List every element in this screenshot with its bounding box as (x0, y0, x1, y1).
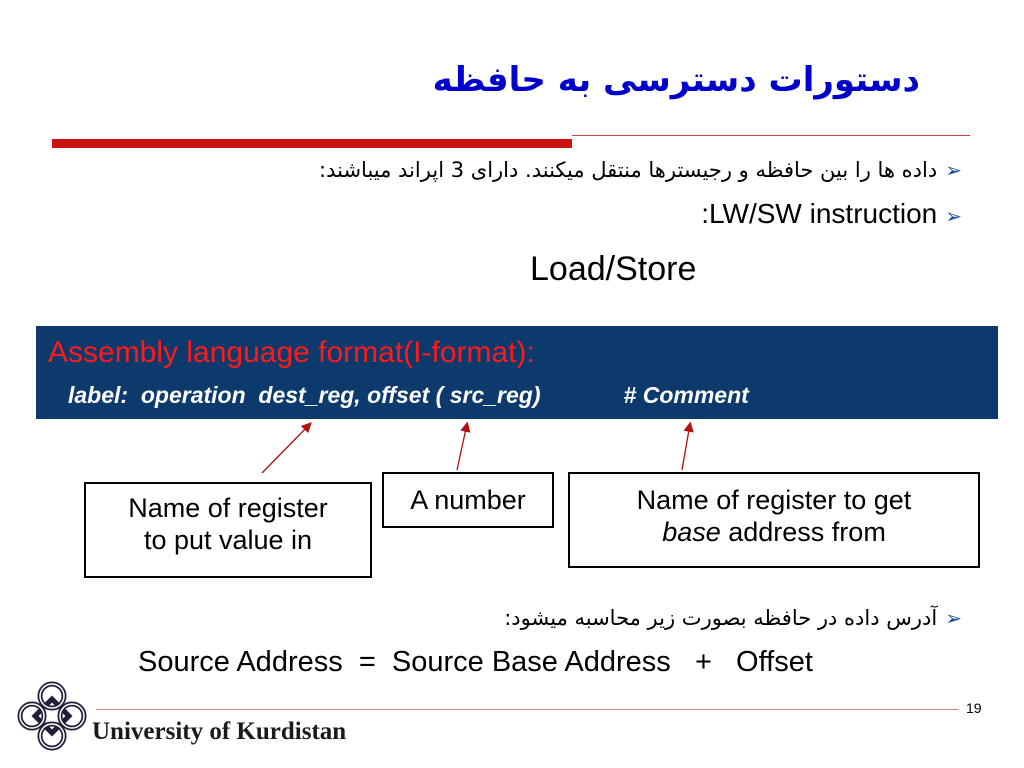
bullet-text: LW/SW instruction: (701, 198, 938, 229)
note-dest-line1: Name of register (128, 493, 328, 523)
src-reg-arrow (682, 424, 690, 470)
assembly-format-syntax: label: operation dest_reg, offset ( src_reg) # Comment (68, 382, 749, 408)
arrow-bullet-icon: ➢ (945, 606, 962, 630)
bullet-text: داده ها را بین حافظه و رجیسترها منتقل میکنند. دارای 3 اپراند میباشند: (319, 158, 938, 182)
university-knot-logo (12, 680, 92, 752)
address-formula: Source Address = Source Base Address + Offset (138, 646, 813, 678)
bullet-address-calc (504, 606, 962, 630)
bullet-text: آدرس داده در حافظه بصورت زیر محاسبه میشود: (504, 606, 938, 630)
arrow-bullet-icon: ➢ (945, 158, 962, 182)
note-base-register (568, 472, 980, 568)
slide-title: دستورات دسترسی به حافظه (432, 60, 920, 100)
note-offset (382, 472, 554, 528)
note-base-line2 (570, 516, 978, 548)
footer-divider (96, 709, 958, 710)
university-name: University of Kurdistan (92, 718, 347, 745)
assembly-format-heading: Assembly language format(I-format): (48, 336, 535, 369)
page-number: 19 (966, 700, 982, 716)
note-dest-line2: to put value in (143, 525, 313, 555)
note-dest-register (84, 482, 372, 578)
dest-reg-arrow (262, 424, 310, 473)
note-offset-text: A number (410, 485, 526, 515)
offset-arrow (457, 424, 467, 470)
arrow-bullet-icon: ➢ (945, 206, 962, 228)
note-base-rest: address from (720, 517, 886, 547)
note-base-italic: base (662, 517, 721, 547)
load-store-heading: Load/Store (530, 250, 697, 288)
note-base-line1: Name of register to get (636, 485, 912, 515)
